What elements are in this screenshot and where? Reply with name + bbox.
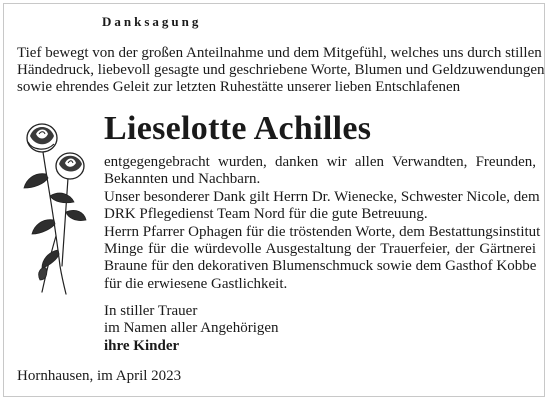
notice-heading: Danksagung (102, 14, 202, 29)
rose-bloom (27, 124, 57, 152)
intro-line: sowie ehrendes Geleit zur letzten Ruhestätte unserer lieben Entschlafenen (17, 79, 461, 95)
rose-leaf (66, 210, 86, 220)
closing-line: In stiller Trauer (104, 303, 198, 319)
signature-line: ihre Kinder (104, 337, 180, 354)
thanks-line: Minge für die würdevolle Ausgestaltung der Trauerfeier, der Gärtnerei (104, 241, 536, 258)
rose-leaf (24, 174, 48, 188)
roses-icon (16, 116, 94, 296)
intro-text (17, 45, 545, 96)
rose-leaf (32, 220, 55, 234)
closing-line: im Namen aller Angehörigen (104, 320, 279, 337)
thanks-line: Unser besonderer Dank gilt Herrn Dr. Wienecke, Schwester Nicole, dem (104, 188, 540, 205)
thanks-line: Herrn Pfarrer Ophagen für die tröstenden Worte, dem Bestattungsinstitut (104, 223, 541, 240)
intro-line: Tief bewegt von der großen Anteilnahme und dem Mitgefühl, welches uns durch stillen (17, 45, 542, 61)
intro-line: Händedruck, liebevoll gesagte und geschriebene Worte, Blumen und Geldzuwendungen (17, 62, 545, 78)
thanks-line: Bekannten und Nachbarn. (104, 171, 261, 188)
thanks-line: DRK Pflegedienst Team Nord für die gute Betreuung. (104, 206, 428, 223)
rose-leaf (50, 193, 74, 203)
thanks-text (104, 154, 541, 293)
thanks-line: für die erwiesene Gastlichkeit. (104, 275, 288, 292)
thanks-line: entgegengebracht wurden, danken wir allen Verwandten, Freunden, (104, 154, 536, 170)
thanks-line: Braune für den dekorativen Blumenschmuck sowie dem Gasthof Kobbe (104, 258, 537, 275)
deceased-name: Lieselotte Achilles (104, 110, 372, 147)
place-date: Hornhausen, im April 2023 (17, 368, 182, 384)
closing-signature (104, 303, 279, 355)
rose-stem (62, 178, 68, 266)
rose-bloom (56, 153, 84, 179)
rose-leaf (42, 250, 59, 268)
